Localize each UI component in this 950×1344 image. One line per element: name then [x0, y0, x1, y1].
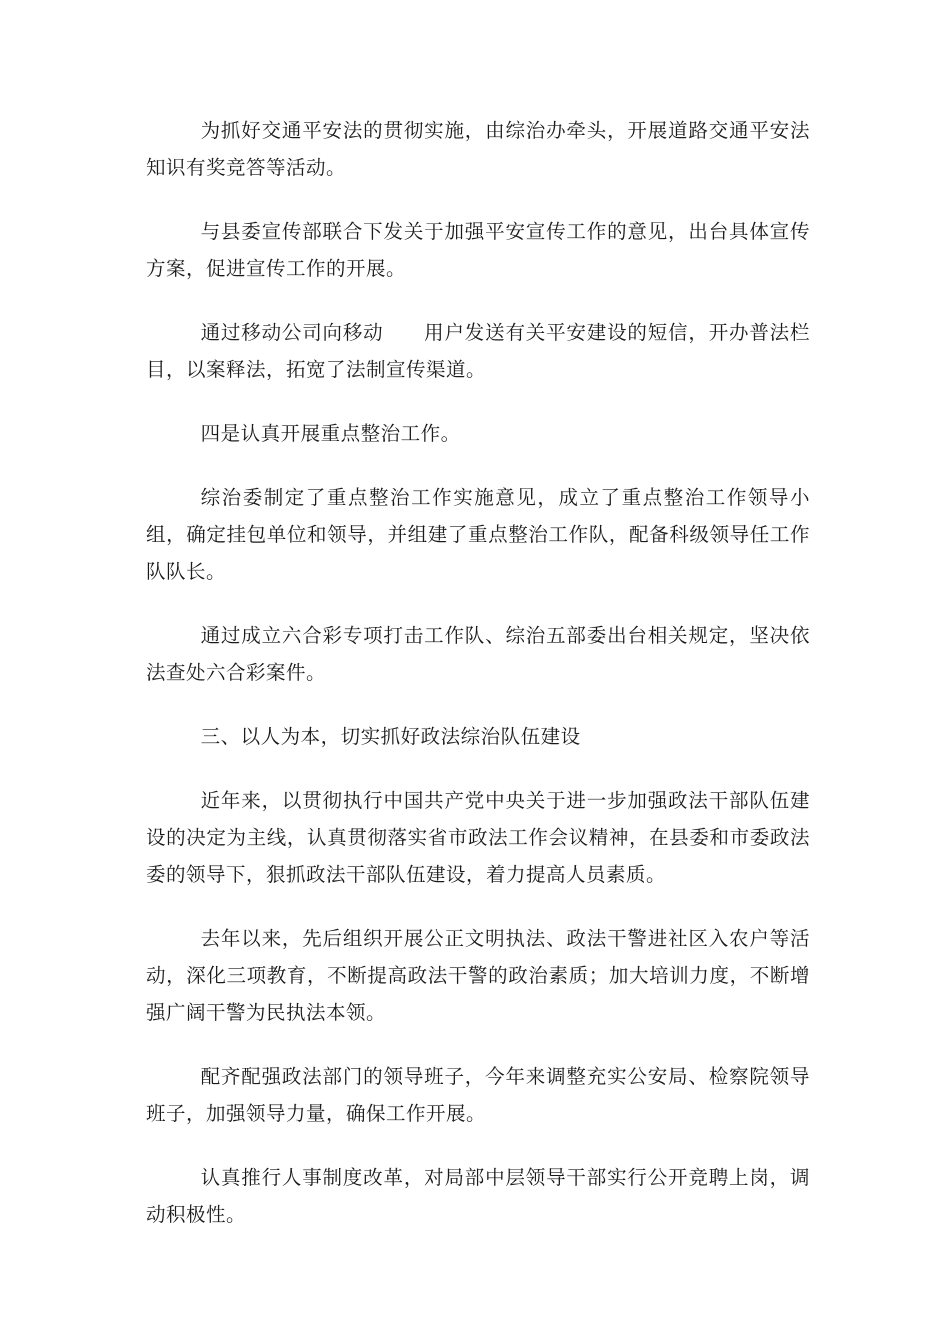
- paragraph-personnel-reform: 认真推行人事制度改革，对局部中层领导干部实行公开竞聘上岗，调动积极性。: [146, 1166, 810, 1226]
- paragraph-leadership-teams: 配齐配强政法部门的领导班子，今年来调整充实公安局、检察院领导班子，加强领导力量，确保工作开展。: [146, 1065, 810, 1125]
- section-heading-team-building: 三、以人为本，切实抓好政法综治队伍建设: [200, 725, 581, 748]
- paragraph-team-building-recent: 近年来，以贯彻执行中国共产党中央关于进一步加强政法干部队伍建设的决定为主线，认真贯彻落实省市政法工作会议精神，在县委和市委政法委的领导下，狠抓政法干部队伍建设，着力提高人员素质。: [146, 789, 810, 886]
- paragraph-lottery-crackdown: 通过成立六合彩专项打击工作队、综治五部委出台相关规定，坚决依法查处六合彩案件。: [146, 624, 810, 684]
- document-body: [146, 112, 810, 1260]
- paragraph-publicity-opinion: 与县委宣传部联合下发关于加强平安宣传工作的意见，出台具体宣传方案，促进宣传工作的开展。: [146, 220, 810, 280]
- paragraph-last-year-activities: 去年以来，先后组织开展公正文明执法、政法干警进社区入农户等活动，深化三项教育，不断提高政法干警的政治素质；加大培训力度，不断增强广阔干警为民执法本领。: [146, 927, 810, 1024]
- section-heading-key-rectification: 四是认真开展重点整治工作。: [200, 422, 461, 445]
- paragraph-traffic-safety-law: 为抓好交通平安法的贯彻实施，由综治办牵头，开展道路交通平安法知识有奖竞答等活动。: [146, 119, 810, 179]
- paragraph-mobile-sms: 通过移动公司向移动 用户发送有关平安建设的短信，开办普法栏目，以案释法，拓宽了法制宣传渠道。: [146, 321, 810, 381]
- paragraph-rectification-team: 综治委制定了重点整治工作实施意见，成立了重点整治工作领导小组，确定挂包单位和领导，并组建了重点整治工作队，配备科级领导任工作队队长。: [146, 486, 810, 583]
